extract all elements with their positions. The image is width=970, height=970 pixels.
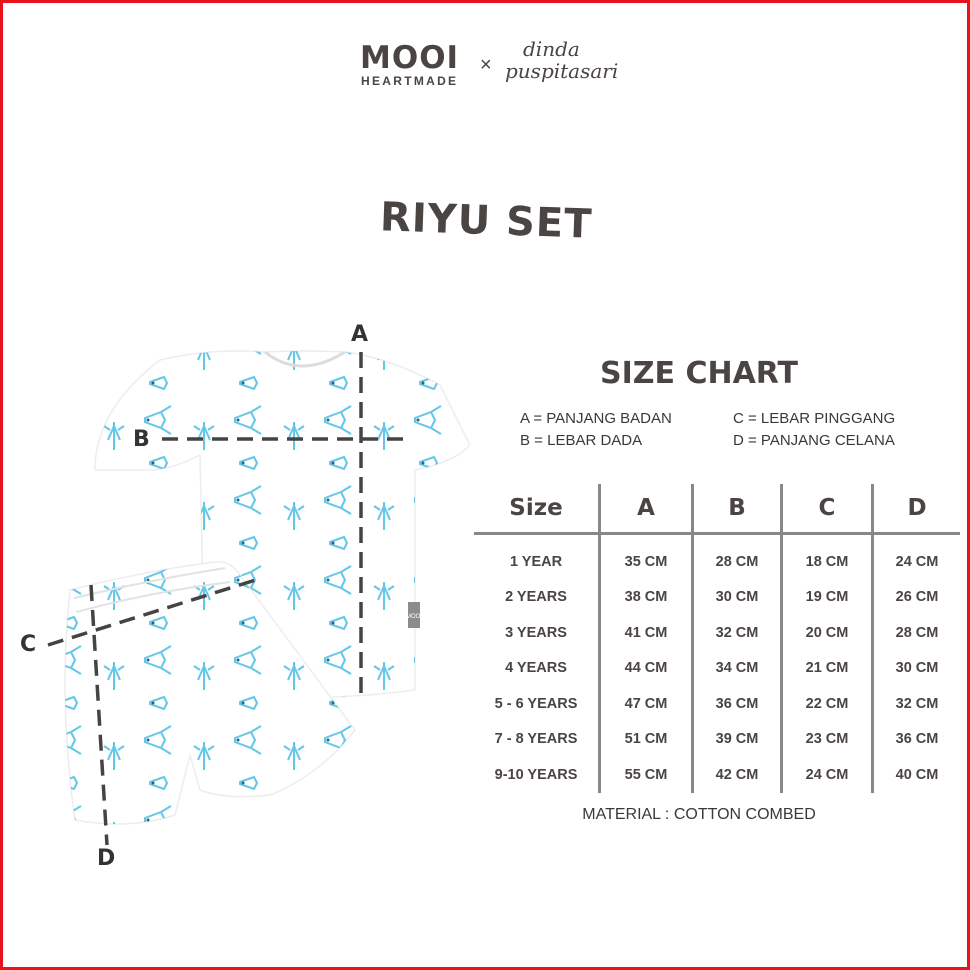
product-title: RIYU SET bbox=[379, 194, 594, 248]
material-note: MATERIAL : COTTON COMBED bbox=[582, 806, 816, 823]
cell-size: 2 YEARS bbox=[505, 589, 567, 606]
cell-c: 24 CM bbox=[782, 757, 873, 793]
cell-c: 22 CM bbox=[782, 686, 873, 722]
cell-b: 28 CM bbox=[693, 534, 782, 580]
legend-a: A = PANJANG BADAN bbox=[520, 410, 672, 427]
cell-d: 30 CM bbox=[873, 651, 961, 687]
table-row bbox=[474, 615, 960, 651]
header-b: B bbox=[693, 484, 782, 534]
cell-size: 5 - 6 YEARS bbox=[494, 695, 578, 712]
cell-a: 44 CM bbox=[600, 651, 693, 687]
cell-b: 36 CM bbox=[693, 686, 782, 722]
cell-size: 3 YEARS bbox=[505, 624, 567, 641]
legend-c: C = LEBAR PINGGANG bbox=[733, 410, 896, 427]
table-row bbox=[474, 651, 960, 687]
collab-cross: × bbox=[480, 54, 492, 76]
collab-signature bbox=[505, 38, 618, 82]
cell-size: 1 YEAR bbox=[509, 553, 563, 570]
cell-a: 38 CM bbox=[600, 580, 693, 616]
cell-c: 19 CM bbox=[782, 580, 873, 616]
table-row bbox=[474, 686, 960, 722]
cell-size: 7 - 8 YEARS bbox=[494, 731, 578, 748]
cell-d: 28 CM bbox=[873, 615, 961, 651]
cell-d: 26 CM bbox=[873, 580, 961, 616]
cell-a: 35 CM bbox=[600, 534, 693, 580]
cell-b: 32 CM bbox=[693, 615, 782, 651]
cell-a: 55 CM bbox=[600, 757, 693, 793]
cell-c: 18 CM bbox=[782, 534, 873, 580]
cell-b: 39 CM bbox=[693, 722, 782, 758]
cell-size: 4 YEARS bbox=[505, 660, 567, 677]
brand-subname: HEARTMADE bbox=[361, 74, 459, 88]
marker-d: D bbox=[97, 846, 116, 871]
cell-d: 40 CM bbox=[873, 757, 961, 793]
table-header-row bbox=[474, 484, 960, 534]
collab-signature-line1: dinda bbox=[523, 37, 580, 61]
cell-c: 21 CM bbox=[782, 651, 873, 687]
size-chart-heading: SIZE CHART bbox=[599, 356, 799, 391]
table-row bbox=[474, 722, 960, 758]
cell-d: 36 CM bbox=[873, 722, 961, 758]
cell-d: 24 CM bbox=[873, 534, 961, 580]
cell-b: 34 CM bbox=[693, 651, 782, 687]
brand-name: MOOI bbox=[360, 40, 460, 76]
collab-signature-line2: puspitasari bbox=[505, 59, 619, 83]
cell-a: 47 CM bbox=[600, 686, 693, 722]
clothing-illustration bbox=[0, 300, 470, 900]
cell-d: 32 CM bbox=[873, 686, 961, 722]
header-size: Size bbox=[474, 484, 600, 534]
brand-logo bbox=[360, 37, 630, 100]
marker-b: B bbox=[133, 427, 150, 452]
cell-size: 9-10 YEARS bbox=[494, 766, 578, 783]
marker-c: C bbox=[20, 632, 37, 657]
cell-c: 20 CM bbox=[782, 615, 873, 651]
label-tag-text: MOOI bbox=[406, 614, 422, 620]
header-d: D bbox=[873, 484, 961, 534]
legend-d: D = PANJANG CELANA bbox=[733, 432, 895, 449]
cell-b: 42 CM bbox=[693, 757, 782, 793]
cell-a: 51 CM bbox=[600, 722, 693, 758]
table-row bbox=[474, 757, 960, 793]
header-c: C bbox=[782, 484, 873, 534]
table-row bbox=[474, 534, 960, 580]
cell-c: 23 CM bbox=[782, 722, 873, 758]
table-row bbox=[474, 580, 960, 616]
legend-b: B = LEBAR DADA bbox=[520, 432, 643, 449]
header-a: A bbox=[600, 484, 693, 534]
marker-a: A bbox=[351, 322, 369, 347]
cell-a: 41 CM bbox=[600, 615, 693, 651]
cell-b: 30 CM bbox=[693, 580, 782, 616]
size-chart-table bbox=[474, 484, 960, 793]
